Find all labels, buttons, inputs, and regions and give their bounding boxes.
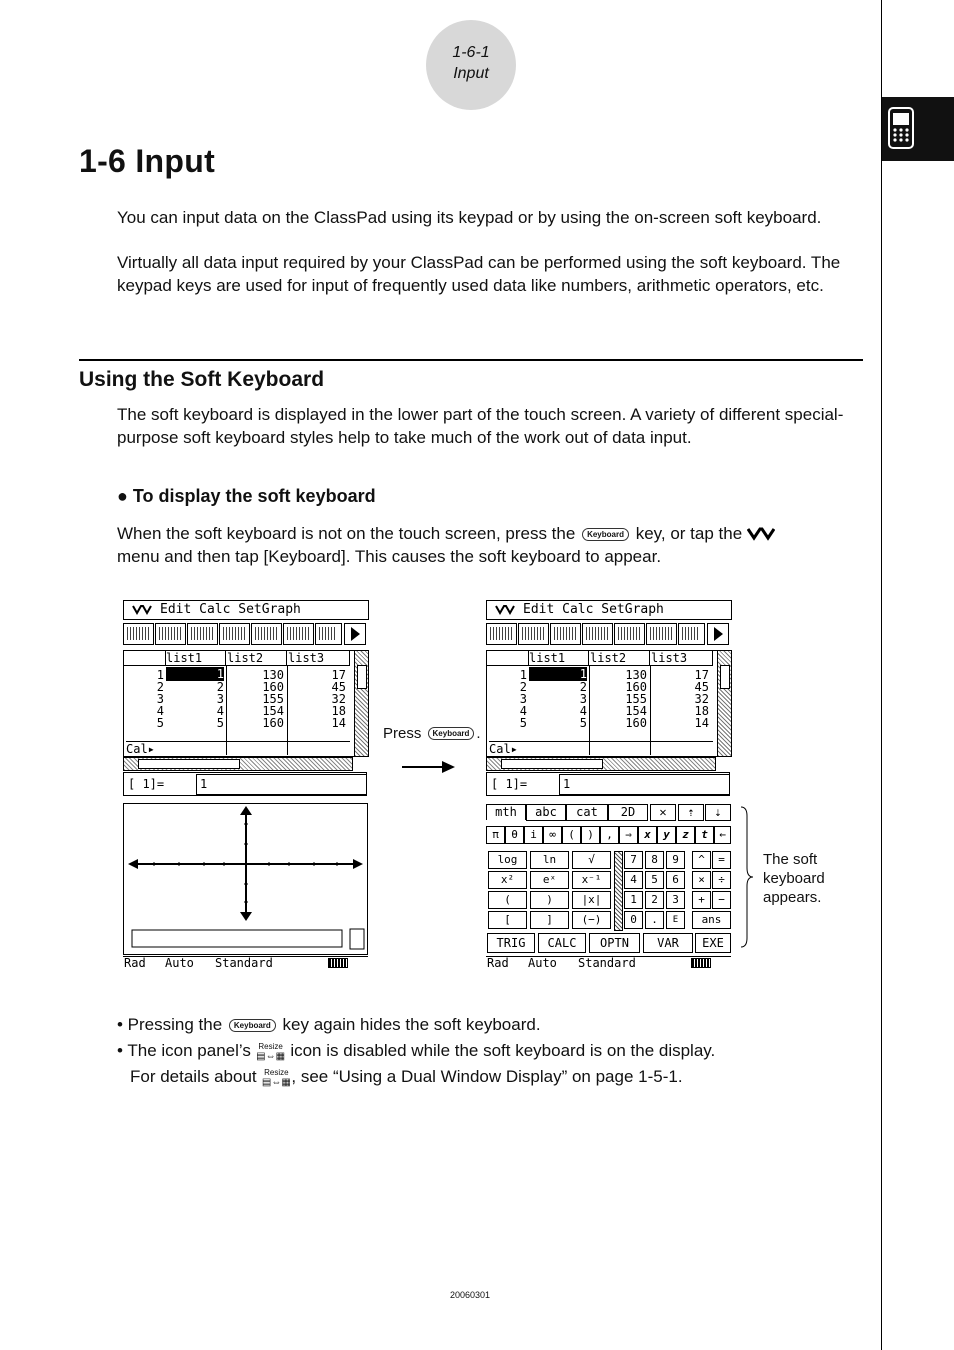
cell[interactable]: 130 xyxy=(625,668,647,682)
key[interactable]: ( xyxy=(488,891,527,909)
menu-items[interactable]: Edit Calc SetGraph xyxy=(523,602,664,617)
cell[interactable]: 3 xyxy=(216,692,224,706)
bullet-1 xyxy=(117,1013,541,1036)
scroll-up-icon[interactable]: ⇡ xyxy=(678,804,704,821)
graph-axes xyxy=(124,804,367,954)
graph-icon[interactable] xyxy=(486,623,517,645)
cell[interactable]: 14 xyxy=(331,716,346,730)
col-header-list2[interactable]: list2 xyxy=(227,651,287,666)
tab-abc[interactable]: abc xyxy=(526,804,566,821)
section-divider xyxy=(79,359,863,361)
key[interactable]: i xyxy=(524,826,543,844)
cal-row[interactable]: Cal▸ xyxy=(489,741,713,755)
status-mode: Auto xyxy=(165,956,194,970)
press-label: Press Keyboard . xyxy=(383,725,481,742)
row-num: 3 xyxy=(519,692,527,706)
trig-key[interactable]: TRIG xyxy=(487,933,535,953)
next-arrow-icon[interactable] xyxy=(344,623,366,645)
key[interactable]: θ xyxy=(505,826,524,844)
status-bar xyxy=(486,956,731,970)
key[interactable]: π xyxy=(486,826,505,844)
stat-icon[interactable] xyxy=(518,623,549,645)
list-editor xyxy=(486,650,732,757)
insert-icon[interactable] xyxy=(614,623,645,645)
key[interactable]: ∞ xyxy=(543,826,562,844)
cell[interactable]: 14 xyxy=(694,716,709,730)
status-format: Standard xyxy=(578,956,636,970)
key[interactable]: 7 xyxy=(624,851,643,869)
key[interactable]: 1 xyxy=(624,891,643,909)
row-num: 2 xyxy=(519,680,527,694)
cell[interactable]: 154 xyxy=(262,704,284,718)
cell[interactable]: 4 xyxy=(216,704,224,718)
col-header-list2[interactable]: list2 xyxy=(590,651,650,666)
page-badge xyxy=(426,20,516,110)
vertical-scrollbar[interactable] xyxy=(717,651,731,756)
horizontal-scrollbar[interactable] xyxy=(123,757,353,771)
sort-icon[interactable] xyxy=(283,623,314,645)
key[interactable]: x xyxy=(638,826,657,844)
cell-selected[interactable]: 1 xyxy=(529,667,587,681)
menu-chevron-icon xyxy=(747,527,775,541)
bullet-3-text-b: , see “Using a Dual Window Display” on page 1-5-1. xyxy=(291,1067,683,1086)
cell-entry-bar xyxy=(123,772,367,796)
key[interactable]: ] xyxy=(530,911,569,929)
entry-input[interactable]: 1 xyxy=(196,774,367,795)
key[interactable]: 0 xyxy=(624,911,643,929)
intro-paragraph-2: Virtually all data input required by your ClassPad can be performed using the soft keyboard. The keypad keys are used for input of frequently used data like numbers, arithmetic operators, etc. xyxy=(117,253,841,295)
key[interactable]: √ xyxy=(572,851,611,869)
status-format: Standard xyxy=(215,956,273,970)
key[interactable]: 6 xyxy=(666,871,685,889)
key[interactable]: 2 xyxy=(645,891,664,909)
graph-icon[interactable] xyxy=(123,623,154,645)
key[interactable]: ) xyxy=(530,891,569,909)
cell-selected[interactable]: 1 xyxy=(166,667,224,681)
menu-chevron-icon[interactable] xyxy=(132,605,152,615)
keyboard-divider xyxy=(614,851,623,931)
corner-cell xyxy=(487,651,529,666)
cell[interactable]: 160 xyxy=(625,680,647,694)
key[interactable]: x⁻¹ xyxy=(572,871,611,889)
status-angle: Rad xyxy=(487,956,509,970)
cell[interactable]: 155 xyxy=(262,692,284,706)
col-header-list1[interactable]: list1 xyxy=(529,651,589,666)
key[interactable]: ⇒ xyxy=(619,826,638,844)
icon-panel xyxy=(123,623,368,645)
bullet-2-text-b: icon is disabled while the soft keyboard is on the display. xyxy=(290,1041,716,1060)
bullet-3-text-a: For details about xyxy=(130,1067,257,1086)
icon-panel xyxy=(486,623,731,645)
key[interactable]: [ xyxy=(488,911,527,929)
key[interactable]: 5 xyxy=(645,871,664,889)
cell-entry-bar xyxy=(486,772,730,796)
insert-icon[interactable] xyxy=(251,623,282,645)
row-num: 5 xyxy=(519,716,527,730)
key[interactable]: 8 xyxy=(645,851,664,869)
key[interactable]: t xyxy=(695,826,714,844)
page-ref: 1-6-1 xyxy=(452,44,490,61)
resize-icon: Resize ▤⇔▦ xyxy=(256,1042,286,1062)
resize-label: Resize xyxy=(258,1042,283,1051)
row-num: 3 xyxy=(156,692,164,706)
resize-icon: Resize ▤⇔▦ xyxy=(261,1068,291,1088)
key[interactable]: ÷ xyxy=(712,871,731,889)
exe-key[interactable]: EXE xyxy=(695,933,731,953)
cell[interactable]: 18 xyxy=(694,704,709,718)
menu-bar[interactable] xyxy=(486,600,732,620)
row-num: 4 xyxy=(519,704,527,718)
cell[interactable]: 154 xyxy=(625,704,647,718)
sort-icon[interactable] xyxy=(646,623,677,645)
status-angle: Rad xyxy=(124,956,146,970)
var-key[interactable]: VAR xyxy=(643,933,693,953)
instr-text-3: menu and then tap [Keyboard]. This causes the soft keyboard to appear. xyxy=(117,547,662,566)
key[interactable]: 4 xyxy=(624,871,643,889)
graph-window xyxy=(123,803,368,955)
key[interactable]: , xyxy=(600,826,619,844)
key[interactable]: ln xyxy=(530,851,569,869)
resize-label: Resize xyxy=(264,1068,289,1077)
tab-2d[interactable]: 2D xyxy=(608,804,648,821)
col-header-list3[interactable]: list3 xyxy=(288,651,350,666)
key[interactable]: eˣ xyxy=(530,871,569,889)
cell[interactable]: 155 xyxy=(625,692,647,706)
delete-icon[interactable] xyxy=(315,623,342,645)
key[interactable]: 9 xyxy=(666,851,685,869)
key[interactable]: = xyxy=(712,851,731,869)
scroll-down-icon[interactable]: ⇣ xyxy=(705,804,731,821)
col-header-list1[interactable]: list1 xyxy=(166,651,226,666)
cell[interactable]: 4 xyxy=(579,704,587,718)
entry-input[interactable]: 1 xyxy=(559,774,730,795)
bullet-2 xyxy=(117,1039,715,1062)
cell[interactable]: 160 xyxy=(262,716,284,730)
footer-code: 20060301 xyxy=(450,1290,491,1300)
key[interactable]: ^ xyxy=(692,851,711,869)
menu-chevron-icon[interactable] xyxy=(495,605,515,615)
cell[interactable]: 18 xyxy=(331,704,346,718)
soft-keyboard xyxy=(486,804,731,954)
cell[interactable]: 160 xyxy=(262,680,284,694)
key[interactable]: × xyxy=(692,871,711,889)
bullet-2-continued xyxy=(130,1065,683,1088)
close-keyboard-icon[interactable]: ✕ xyxy=(650,804,676,821)
key[interactable]: − xyxy=(712,891,731,909)
entry-prefix: [ 1]= xyxy=(128,777,165,791)
keyboard-key-icon: Keyboard xyxy=(229,1019,276,1032)
right-arrow-icon xyxy=(402,759,456,775)
bullet-1-text-b: key again hides the soft keyboard. xyxy=(282,1015,541,1034)
key[interactable]: . xyxy=(645,911,664,929)
settings-icon[interactable] xyxy=(550,623,581,645)
cell[interactable]: 17 xyxy=(694,668,709,682)
brace-icon xyxy=(740,806,754,948)
optn-key[interactable]: OPTN xyxy=(589,933,640,953)
row-num: 5 xyxy=(156,716,164,730)
menu-items[interactable]: Edit Calc SetGraph xyxy=(160,602,301,617)
instruction-paragraph xyxy=(117,522,865,568)
calculator-icon xyxy=(888,107,914,149)
key[interactable]: z xyxy=(676,826,695,844)
page-section: Input xyxy=(453,65,489,82)
screen-before xyxy=(123,600,369,972)
key[interactable]: y xyxy=(657,826,676,844)
cell[interactable]: 5 xyxy=(216,716,224,730)
key[interactable]: x² xyxy=(488,871,527,889)
page-title: 1-6 Input xyxy=(79,143,216,179)
subheading: ● To display the soft keyboard xyxy=(117,486,376,506)
row-num: 1 xyxy=(519,668,527,682)
cell[interactable]: 2 xyxy=(579,680,587,694)
section-body: The soft keyboard is displayed in the lower part of the touch screen. A variety of different special-purpose soft keyboard styles help to take much of the work out of data input. xyxy=(117,405,844,447)
row-num: 2 xyxy=(156,680,164,694)
chapter-tab xyxy=(882,97,954,161)
page-edge-rule xyxy=(881,0,882,1350)
cell[interactable]: 32 xyxy=(331,692,346,706)
key[interactable]: log xyxy=(488,851,527,869)
ans-key[interactable]: ans xyxy=(692,911,731,929)
bullet-1-text-a: • Pressing the xyxy=(117,1015,223,1034)
col-header-list3[interactable]: list3 xyxy=(651,651,713,666)
next-arrow-icon[interactable] xyxy=(707,623,729,645)
key[interactable]: + xyxy=(692,891,711,909)
tab-cat[interactable]: cat xyxy=(566,804,608,821)
cell[interactable]: 130 xyxy=(262,668,284,682)
cell[interactable]: 32 xyxy=(694,692,709,706)
delete-icon[interactable] xyxy=(678,623,705,645)
key[interactable]: E xyxy=(666,911,685,929)
battery-icon xyxy=(691,958,711,968)
instr-text-2: key, or tap the xyxy=(635,524,743,543)
cell[interactable]: 45 xyxy=(331,680,346,694)
key[interactable]: (−) xyxy=(572,911,611,929)
keyboard-key-icon: Keyboard xyxy=(582,528,629,541)
intro-paragraph-1: You can input data on the ClassPad using its keypad or by using the on-screen soft keyboard. xyxy=(117,208,822,227)
corner-cell xyxy=(124,651,166,666)
bullet-2-text-a: • The icon panel’s xyxy=(117,1041,251,1060)
cell[interactable]: 45 xyxy=(694,680,709,694)
calc-icon[interactable] xyxy=(582,623,613,645)
cell[interactable]: 2 xyxy=(216,680,224,694)
press-text: Press xyxy=(383,725,422,742)
instr-text-1: When the soft keyboard is not on the touch screen, press the xyxy=(117,524,576,543)
horizontal-scrollbar[interactable] xyxy=(486,757,716,771)
battery-icon xyxy=(328,958,348,968)
row-num: 4 xyxy=(156,704,164,718)
cell[interactable]: 3 xyxy=(579,692,587,706)
screen-after xyxy=(486,600,732,972)
key[interactable]: |x| xyxy=(572,891,611,909)
section-heading: Using the Soft Keyboard xyxy=(79,368,325,391)
cell[interactable]: 160 xyxy=(625,716,647,730)
calc-key[interactable]: CALC xyxy=(538,933,586,953)
status-bar xyxy=(123,956,368,970)
cell[interactable]: 17 xyxy=(331,668,346,682)
entry-prefix: [ 1]= xyxy=(491,777,528,791)
status-mode: Auto xyxy=(528,956,557,970)
stat-icon[interactable] xyxy=(155,623,186,645)
row-num: 1 xyxy=(156,668,164,682)
backspace-key[interactable]: ← xyxy=(714,826,731,844)
cell[interactable]: 5 xyxy=(579,716,587,730)
key[interactable]: ( xyxy=(562,826,581,844)
function-key-row xyxy=(486,933,731,953)
calc-icon[interactable] xyxy=(219,623,250,645)
menu-bar[interactable] xyxy=(123,600,369,620)
list-editor xyxy=(123,650,369,757)
keyboard-key-icon: Keyboard xyxy=(428,727,475,740)
cal-row[interactable]: Cal▸ xyxy=(126,741,350,755)
tab-mth[interactable]: mth xyxy=(486,804,526,820)
vertical-scrollbar[interactable] xyxy=(354,651,368,756)
key[interactable]: 3 xyxy=(666,891,685,909)
settings-icon[interactable] xyxy=(187,623,218,645)
key[interactable]: ) xyxy=(581,826,600,844)
keyboard-note: The soft keyboard appears. xyxy=(763,851,825,906)
